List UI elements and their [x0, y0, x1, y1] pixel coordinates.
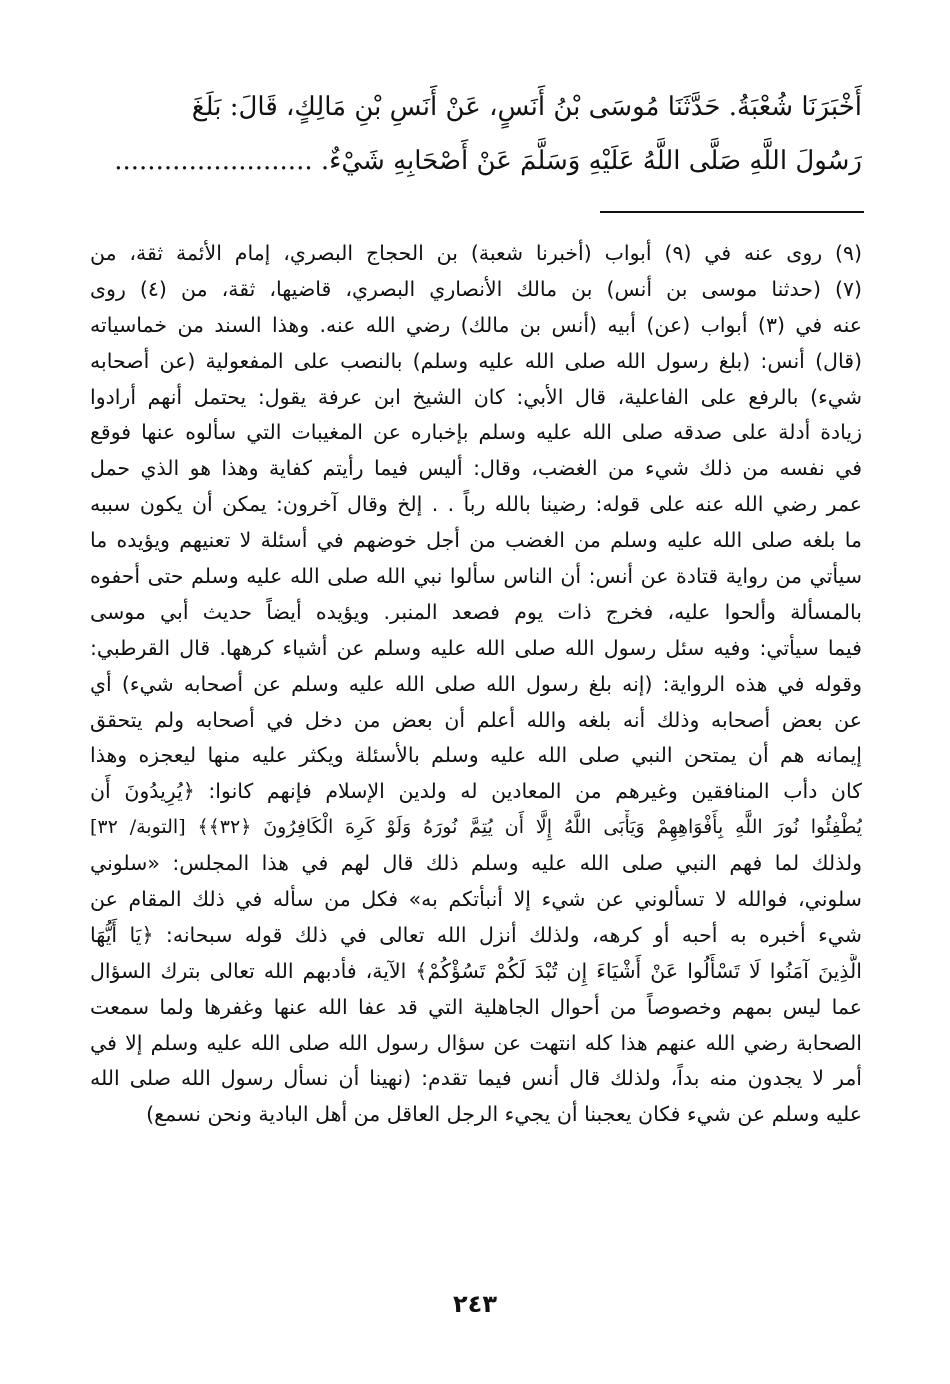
commentary-line: (قال) أنس: (بلغ رسول الله صلى الله عليه وسلم) بالنصب على المفعولية (عن أصحابه [90, 348, 862, 373]
commentary-line: زيادة أدلة على صدقه صلى الله عليه وسلم بإخباره عن المغيبات التي سألوه عنها فوقع [90, 420, 862, 445]
page-number: ٢٤٣ [453, 1290, 497, 1318]
ellipsis-dots: ........................ [114, 146, 313, 176]
commentary-line: الصحابة رضي الله عنهم هذا كله انتهت عن سؤال رسول الله صلى الله عليه وسلم إلا في [90, 1030, 862, 1055]
commentary-line: شيء) بالرفع على الفاعلية، قال الأبي: كان الشيخ ابن عرفة يقول: يحتمل أنهم أرادوا [90, 384, 862, 409]
commentary-line: ما بلغه صلى الله عليه وسلم من الغضب من أجل خوضهم في أسئلة لا تعنيهم ويؤيده ما [90, 528, 862, 553]
hadith-line-1: أَخْبَرَنَا شُعْبَةُ. حَدَّثَنَا مُوسَى بْنُ أَنَسٍ، عَنْ أَنَسِ بْنِ مَالِكٍ، قَالَ: بَلَغَ [191, 92, 862, 122]
commentary-line: في نفسه من ذلك شيء من الغضب، وقال: أليس فيما رأيتم كفاية وهذا هو الذي حمل [90, 456, 862, 481]
commentary-line: سلوني، فوالله لا تسألوني عن شيء إلا أنبأتكم به» فكل من سأله في ذلك المقام عن [90, 887, 862, 912]
commentary-line: (٧) (حدثنا موسى بن أنس) بن مالك الأنصاري البصري، قاضيها، ثقة، من (٤) روى [90, 276, 862, 301]
commentary-line: سيأتي من رواية قتادة عن أنس: أن الناس سألوا نبي الله صلى الله عليه وسلم حتى أحفوه [90, 564, 862, 589]
hadith-text [90, 80, 862, 188]
commentary-line: إيمانه هم أن يمتحن النبي صلى الله عليه وسلم بالأسئلة ويكثر عليه منها ليعجزه وهذا [90, 743, 862, 768]
commentary-text [90, 236, 862, 1133]
commentary-line: عنه في (٣) أبواب (عن) أبيه (أنس بن مالك) رضي الله عنه. وهذا السند من خماسياته [90, 312, 862, 337]
commentary-line: الَّذِينَ آمَنُوا لَا تَسْأَلُوا عَنْ أَشْيَاءَ إِن تُبْدَ لَكُمْ تَسُؤْكُمْ﴾ الآية، فأدبهم الله تعالى بترك السؤال [90, 958, 862, 983]
commentary-line: شيء أخبره به أحبه أو كرهه، ولذلك أنزل الله تعالى في ذلك قوله سبحانه: ﴿يَا أَيُّهَا [90, 922, 862, 947]
quran-verse-line: يُطْفِئُوا نُورَ اللَّهِ بِأَفْوَاهِهِمْ وَيَأْبَى اللَّهُ إِلَّا أَن يُتِمَّ نُورَهُ وَلَوْ كَرِهَ الْكَافِرُونَ ﴿٣٢﴾﴾ [التوبة/ ٣٢] [90, 816, 862, 839]
commentary-line: عما ليس بمهم وخصوصاً من أحوال الجاهلية التي قد عفا الله عنها وغفرها ولما سمعت [90, 994, 862, 1019]
commentary-line: عليه وسلم عن شيء فكان يعجبنا أن يجيء الرجل العاقل من أهل البادية ونحن نسمع) [146, 1102, 862, 1127]
commentary-line: كان دأب المنافقين وغيرهم من المعادين له ولدين الإسلام فإنهم كانوا: ﴿يُرِيدُونَ أَن [90, 779, 862, 804]
commentary-line: ولذلك لما فهم النبي صلى الله عليه وسلم ذلك قال لهم في هذا المجلس: «سلوني [90, 851, 862, 876]
commentary-line: (٩) روى عنه في (٩) أبواب (أخبرنا شعبة) بن الحجاج البصري، إمام الأئمة ثقة، من [90, 241, 862, 265]
hadith-line-2-text: رَسُولَ اللَّهِ صَلَّى اللَّهُ عَلَيْهِ وَسَلَّمَ عَنْ أَصْحَابِهِ شَيْءٌ. [320, 146, 862, 176]
commentary-line: عمر رضي الله عنه على قوله: رضينا بالله رباً . . إلخ وقال آخرون: يمكن أن يكون سببه [90, 492, 862, 517]
footnote-separator [600, 211, 864, 213]
commentary-line: وقوله في هذه الرواية: (إنه بلغ رسول الله صلى الله عليه وسلم عن أصحابه شيء) أي [90, 671, 862, 696]
hadith-line-2 [90, 134, 862, 188]
commentary-line: أمر لا يجدون منه بداً، ولذلك قال أنس فيما تقدم: (نهينا أن نسأل رسول الله صلى الله [90, 1066, 862, 1091]
commentary-line: فيما سيأتي: وفيه سئل رسول الله صلى الله عليه وسلم عن أشياء كرهها. قال القرطبي: [90, 635, 862, 660]
commentary-line: بالمسألة وألحوا عليه، فخرج ذات يوم فصعد المنبر. ويؤيده أيضاً حديث أبي موسى [90, 599, 862, 624]
commentary-line: عن بعض أصحابه وذلك أنه بلغه والله أعلم أن بعض من دخل في أصحابه ولم يتحقق [90, 707, 862, 732]
